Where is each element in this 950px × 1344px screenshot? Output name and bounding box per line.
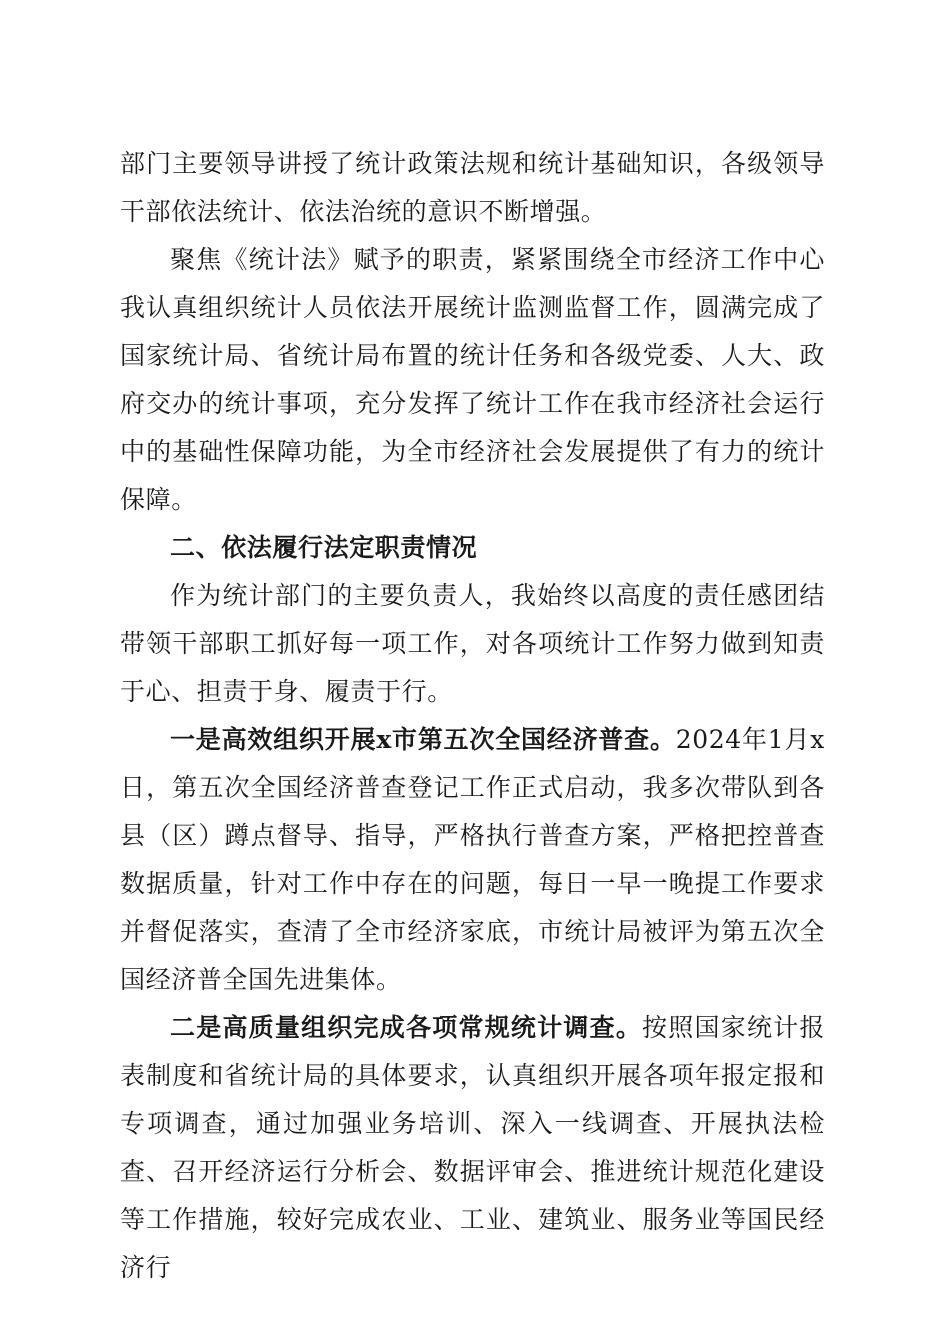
document-body — [120, 140, 825, 1292]
paragraph-body-census: 2024年1月x日，第五次全国经济普查登记工作正式启动，我多次带队到各县（区）蹲点督导、指导，严格执行普查方案，严格把控普查数据质量，针对工作中存在的问题，每日一早一晚提工作要求并督促落实，查清了全市经济家底，市统计局被评为第五次全国经济普全国先进集体。 — [120, 725, 825, 994]
paragraph-lead-surveys: 二是高质量组织完成各项常规统计调查。 — [170, 1013, 643, 1042]
paragraph-continuation: 部门主要领导讲授了统计政策法规和统计基础知识，各级领导干部依法统计、依法治统的意识不断增强。 — [120, 149, 825, 226]
paragraph-responsibility: 作为统计部门的主要负责人，我始终以高度的责任感团结带领干部职工抓好每一项工作，对各项统计工作努力做到知责于心、担责于身、履责于行。 — [120, 581, 825, 706]
paragraph-statistics-law: 聚焦《统计法》赋予的职责，紧紧围绕全市经济工作中心我认真组织统计人员依法开展统计监测监督工作，圆满完成了国家统计局、省统计局布置的统计任务和各级党委、人大、政府交办的统计事项，充分发挥了统计工作在我市经济社会运行中的基础性保障功能，为全市经济社会发展提供了有力的统计保障。 — [120, 245, 825, 514]
paragraph-routine-surveys — [120, 1004, 825, 1292]
paragraph-body-surveys: 按照国家统计报表制度和省统计局的具体要求，认真组织开展各项年报定报和专项调查，通过加强业务培训、深入一线调查、开展执法检查、召开经济运行分析会、数据评审会、推进统计规范化建设等工作措施，较好完成农业、工业、建筑业、服务业等国民经济行 — [120, 1013, 825, 1282]
paragraph-economic-census — [120, 716, 825, 1004]
paragraph-lead-census: 一是高效组织开展x市第五次全国经济普查。 — [170, 725, 676, 754]
section-heading-2: 二、依法履行法定职责情况 — [170, 533, 478, 562]
